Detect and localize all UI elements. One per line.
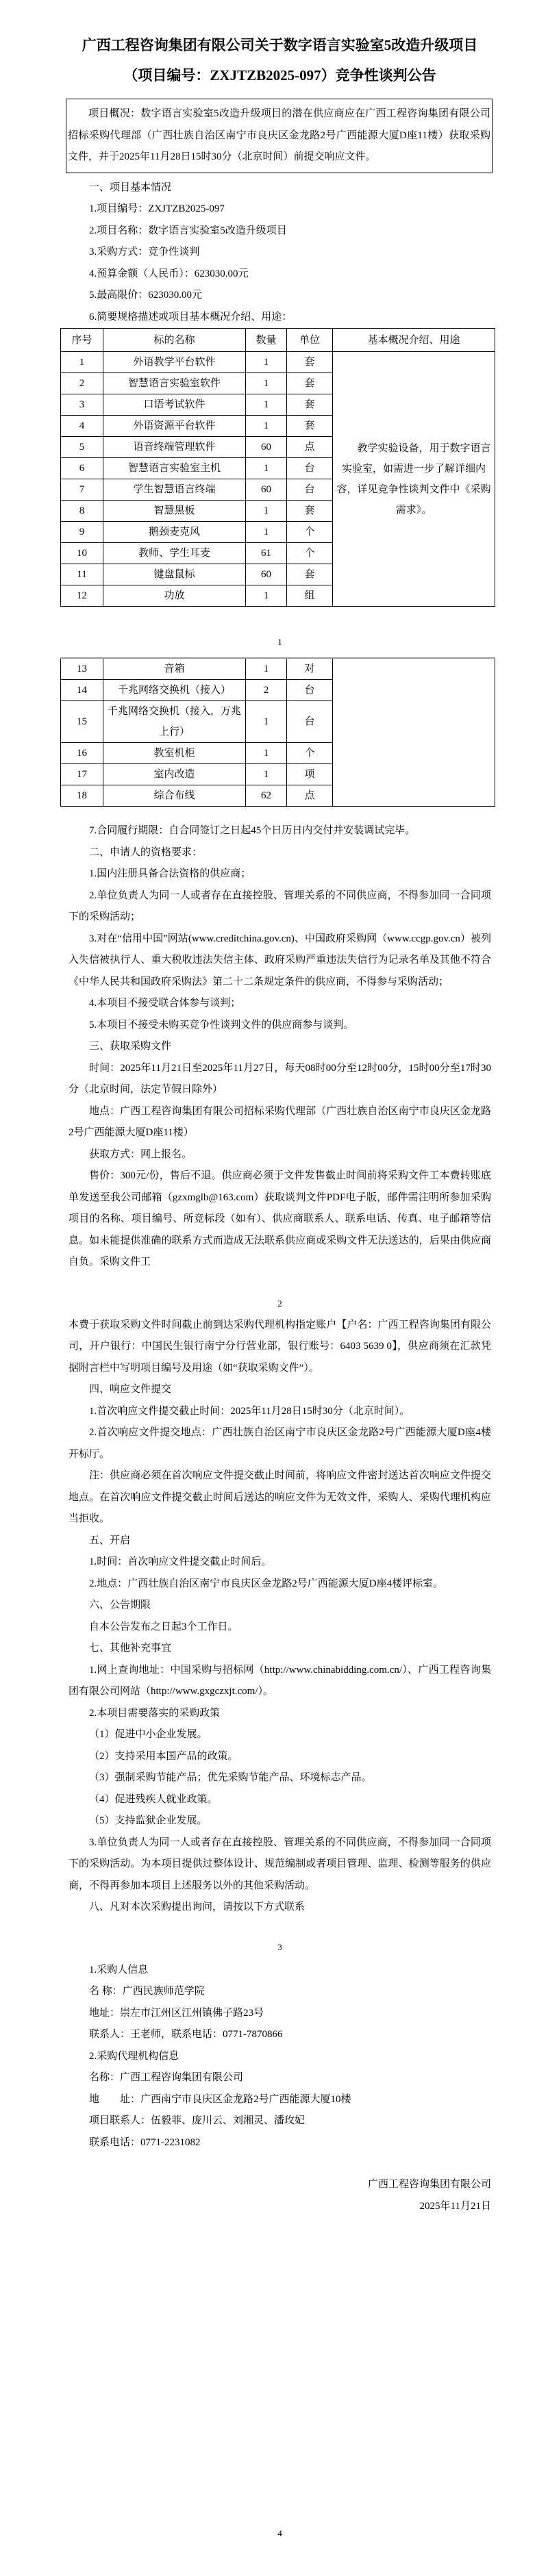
price-paragraph-continued: 本费于获取采购文件时间截止前到达采购代理机构指定账户【户名：广西工程咨询集团有限公司，开户银行：中国民生银行南宁分行营业部，银行账号：6403 5639 0】，供应商须在汇款凭据附言栏中写明项目编号及用途（如“获取采购文件”）。	[68, 1319, 491, 1374]
table-cell-qty: 1	[246, 701, 287, 743]
section-4-items	[68, 1401, 491, 1530]
table-cell-no: 8	[61, 501, 103, 522]
table-cell-unit: 点	[287, 785, 333, 807]
table-cell-no: 15	[61, 701, 103, 743]
table-cell-unit: 组	[287, 585, 333, 607]
page-number-2: 2	[277, 1298, 282, 1309]
paragraph: 自本公告发布之日起3个工作日。	[89, 1621, 238, 1632]
document-content	[68, 0, 491, 2538]
paragraph: 联系电话：0771-2231082	[89, 2136, 201, 2148]
table-cell-unit: 套	[287, 352, 333, 373]
table-cell-no: 5	[61, 437, 103, 458]
column-header: 单位	[287, 329, 333, 352]
paragraph: （4）促进残疾人就业政策。	[89, 1793, 218, 1805]
signature-block	[68, 2174, 491, 2217]
table-cell-name: 语音终端管理软件	[103, 437, 246, 458]
paragraph: 1.首次响应文件提交截止时间：2025年11月28日15时30分（北京时间）。	[89, 1405, 410, 1417]
table-cell-no: 4	[61, 416, 103, 437]
table-cell-name: 智慧语言实验室软件	[103, 373, 246, 394]
paragraph: 时间：2025年11月21日至2025年11月27日，每天08时00分至12时00分，15时00分至17时30分（北京时间，法定节假日除外）	[68, 1062, 491, 1095]
paragraph: 1.时间：首次响应文件提交截止时间后。	[89, 1556, 272, 1567]
table-cell-unit: 个	[287, 743, 333, 764]
table-cell-unit: 套	[287, 501, 333, 522]
paragraph: 售价：300元/份，售后不退。供应商必须于文件发售截止时间前将采购文件工本费转账底单发送至我公司邮箱（gzxmglb@163.com）获取谈判文件PDF电子版，邮件需注明所参加采购项目的名称、项目编号、所竞标段（如有）、供应商联系人、联系电话、传真、电子邮箱等信息。如未能提供准确的联系方式而造成无法联系供应商或采购文件无法送达的，后果由供应商自负。采购文件工	[68, 1170, 491, 1267]
table-cell-name: 千兆网络交换机（接入）	[103, 680, 246, 701]
paragraph: 5.本项目不接受未购买竞争性谈判文件的供应商参与谈判。	[89, 1019, 354, 1031]
table-cell-unit: 台	[287, 479, 333, 501]
column-header: 标的名称	[103, 329, 246, 352]
table-cell-no: 14	[61, 680, 103, 701]
table-cell-no: 17	[61, 764, 103, 785]
paragraph: 3.采购方式：竞争性谈判	[89, 247, 200, 257]
paragraph: （2）支持采用本国产品的政策。	[89, 1750, 238, 1762]
paragraph: 名称：广西工程咨询集团有限公司	[89, 2072, 244, 2083]
paragraph: 3.对在“信用中国”网站(www.creditchina.gov.cn)、中国政府采购网（www.ccgp.gov.cn）被列入失信被执行人、重大税收违法失信主体、政府采购严重违法失信行为记录名单及其他不符合《中华人民共和国政府采购法》第二十二条规定条件的供应商，不得参与采购活动；	[68, 933, 491, 987]
paragraph: 1.国内注册具备合法资格的供应商；	[89, 868, 251, 879]
section-heading-1: 一、项目基本情况	[89, 181, 172, 193]
table-note-cell	[333, 658, 495, 807]
paragraph: 联系人：王老师，联系电话：0771-7870866	[89, 2029, 283, 2040]
table-cell-name: 口语考试软件	[103, 394, 246, 416]
section-3-items	[68, 1058, 491, 1274]
table-cell-no: 9	[61, 522, 103, 543]
table-cell-no: 1	[61, 352, 103, 373]
paragraph: 2.地点：广西壮族自治区南宁市良庆区金龙路2号广西能源大厦D座4楼评标室。	[89, 1578, 444, 1589]
section-heading-7: 七、其他补充事宜	[89, 1643, 172, 1654]
table-cell-no: 10	[61, 543, 103, 564]
paragraph: 5.最高限价：623030.00元	[89, 290, 203, 301]
table-cell-no: 7	[61, 479, 103, 501]
paragraph: 1.采购人信息	[89, 1964, 149, 1975]
paragraph: 4.预算金额（人民币）：623030.00元	[89, 268, 249, 279]
paragraph: 4.本项目不接受联合体参与谈判；	[89, 998, 241, 1009]
paragraph: 地点：广西工程咨询集团有限公司招标采购代理部（广西壮族自治区南宁市良庆区金龙路2号广西能源大厦D座11楼）	[68, 1105, 491, 1138]
paragraph: （1）促进中小企业发展。	[89, 1729, 208, 1740]
paragraph: 地址：崇左市江州区江州镇佛子路23号	[89, 2007, 264, 2019]
table-cell-qty: 1	[246, 764, 287, 785]
table-cell-no: 2	[61, 373, 103, 394]
contract-period: 7.合同履行期限：自合同签订之日起45个日历日内交付并安装调试完毕。	[89, 825, 416, 836]
table-cell-unit: 套	[287, 416, 333, 437]
table-cell-name: 教师、学生耳麦	[103, 543, 246, 564]
section-heading-4: 四、响应文件提交	[89, 1384, 172, 1395]
table-cell-qty: 1	[246, 373, 287, 394]
table-cell-no: 18	[61, 785, 103, 807]
table-cell-unit: 套	[287, 394, 333, 416]
page-number-3: 3	[277, 1941, 282, 1952]
table-cell-name: 教室机柜	[103, 743, 246, 764]
section-6-items	[68, 1617, 491, 1639]
column-header: 基本概况介绍、用途	[333, 329, 495, 352]
table-cell-no: 11	[61, 564, 103, 585]
table-cell-no: 6	[61, 458, 103, 479]
table-cell-name: 综合布线	[103, 785, 246, 807]
paragraph: 6.简要规格描述或项目基本概况介绍、用途：	[89, 311, 292, 323]
column-header: 数量	[246, 329, 287, 352]
table-cell-qty: 1	[246, 585, 287, 607]
table-row	[61, 352, 495, 373]
table-cell-name: 智慧语言实验室主机	[103, 458, 246, 479]
signature-date: 2025年11月21日	[419, 2200, 491, 2212]
paragraph: 2.本项目需要落实的采购政策	[89, 1707, 221, 1719]
table-cell-unit: 台	[287, 680, 333, 701]
section-heading-3: 三、获取采购文件	[89, 1041, 172, 1052]
page-number-4: 4	[277, 2528, 282, 2538]
section-1-items	[68, 199, 491, 328]
signature-company: 广西工程咨询集团有限公司	[367, 2179, 491, 2190]
table-cell-unit: 台	[287, 458, 333, 479]
table-cell-no: 3	[61, 394, 103, 416]
paragraph: 1.网上查询地址：中国采购与招标网（http://www.chinabidding.com.cn/）、广西工程咨询集团有限公司网站（http://www.gxgczxjt.com/）。	[68, 1664, 491, 1697]
paragraph: 2.项目名称：数字语言实验室5改造升级项目	[89, 225, 287, 236]
document-title-line1: 广西工程咨询集团有限公司关于数字语言实验室5改造升级项目	[82, 37, 478, 53]
goods-table-page2	[60, 657, 495, 807]
table-cell-unit: 项	[287, 764, 333, 785]
contact-info-items	[68, 1960, 491, 2154]
table-cell-qty: 1	[246, 658, 287, 680]
table-cell-unit: 台	[287, 701, 333, 743]
table-cell-name: 鹅颈麦克风	[103, 522, 246, 543]
section-heading-2: 二、申请人的资格要求：	[89, 846, 203, 858]
table-cell-name: 功放	[103, 585, 246, 607]
project-overview-box	[66, 99, 493, 173]
table-cell-unit: 点	[287, 437, 333, 458]
project-overview-text: 项目概况：数字语言实验室5改造升级项目的潜在供应商应在广西工程咨询集团有限公司招标采购代理部（广西壮族自治区南宁市良庆区金龙路2号广西能源大厦D座11楼）获取采购文件，并于2025年11月28日15时30分（北京时间）前提交响应文件。	[68, 108, 490, 162]
table-cell-no: 16	[61, 743, 103, 764]
table-cell-no: 12	[61, 585, 103, 607]
paragraph: 名 称：广西民族师范学院	[89, 1986, 205, 1997]
paragraph: （3）强制采购节能产品；优先采购节能产品、环境标志产品。	[89, 1772, 372, 1783]
table-cell-qty: 2	[246, 680, 287, 701]
table-cell-qty: 1	[246, 501, 287, 522]
paragraph: 3.单位负责人为同一人或者存在直接控股、管理关系的不同供应商，不得参加同一合同项下的采购活动。为本项目提供过整体设计、规范编制或者项目管理、监理、检测等服务的供应商，不得再参加本项目上述服务以外的其他采购活动。	[68, 1836, 491, 1891]
table-cell-qty: 1	[246, 743, 287, 764]
document-title	[68, 0, 491, 90]
table-cell-name: 千兆网络交换机（接入，万兆上行）	[103, 701, 246, 743]
table-cell-qty: 1	[246, 394, 287, 416]
table-cell-qty: 1	[246, 352, 287, 373]
section-heading-5: 五、开启	[89, 1535, 131, 1546]
paragraph: 地 址：广西南宁市良庆区金龙路2号广西能源大厦10楼	[89, 2093, 351, 2105]
paragraph: 项目联系人：伍毅菲、庞川云、刘湘灵、潘玫妃	[89, 2115, 306, 2126]
table-cell-unit: 套	[287, 373, 333, 394]
column-header: 序号	[61, 329, 103, 352]
section-2-items	[68, 863, 491, 1036]
table-cell-unit: 套	[287, 564, 333, 585]
page-number-1: 1	[277, 637, 282, 647]
table-cell-name: 音箱	[103, 658, 246, 680]
table-note-cell: 教学实验设备，用于数字语言实验室，如需进一步了解详细内容，详见竞争性谈判文件中《采购需求》。	[333, 352, 495, 607]
goods-table-page1	[60, 328, 495, 607]
table-cell-qty: 61	[246, 543, 287, 564]
section-7-items	[68, 1660, 491, 1897]
table-cell-qty: 1	[246, 522, 287, 543]
table-cell-qty: 62	[246, 785, 287, 807]
table-cell-name: 智慧黑板	[103, 501, 246, 522]
document-title-line2: （项目编号：ZXJTZB2025-097）竞争性谈判公告	[123, 67, 436, 84]
table-cell-unit: 个	[287, 543, 333, 564]
section-heading-6: 六、公告期限	[89, 1600, 151, 1611]
table-cell-name: 键盘鼠标	[103, 564, 246, 585]
table-cell-name: 外语资源平台软件	[103, 416, 246, 437]
paragraph: 获取方式：网上报名。	[89, 1148, 192, 1160]
paragraph: 2.首次响应文件提交地点：广西壮族自治区南宁市良庆区金龙路2号广西能源大厦D座4楼开标厅。	[68, 1427, 491, 1460]
table-cell-name: 学生智慧语言终端	[103, 479, 246, 501]
table-cell-name: 外语教学平台软件	[103, 352, 246, 373]
paragraph: （5）支持监狱企业发展。	[89, 1815, 208, 1826]
table-cell-name: 室内改造	[103, 764, 246, 785]
paragraph: 2.采购代理机构信息	[89, 2050, 179, 2062]
table-cell-qty: 60	[246, 479, 287, 501]
section-5-items	[68, 1552, 491, 1595]
section-heading-8: 八、凡对本次采购提出询问，请按以下方式联系	[89, 1902, 306, 1912]
table-cell-unit: 个	[287, 522, 333, 543]
table-cell-qty: 1	[246, 458, 287, 479]
table-cell-unit: 对	[287, 658, 333, 680]
paragraph: 注：供应商必须在首次响应文件提交截止时间前，将响应文件密封送达首次响应文件提交地点。在首次响应文件提交截止时间后送达的响应文件为无效文件，采购人、采购代理机构应当拒收。	[68, 1470, 491, 1524]
table-cell-qty: 60	[246, 437, 287, 458]
table-cell-no: 13	[61, 658, 103, 680]
table-row	[61, 658, 495, 680]
table-cell-qty: 60	[246, 564, 287, 585]
goods-table-header	[61, 329, 495, 352]
paragraph: 1.项目编号：ZXJTZB2025-097	[89, 203, 225, 214]
table-cell-qty: 1	[246, 416, 287, 437]
paragraph: 2.单位负责人为同一人或者存在直接控股、管理关系的不同供应商，不得参加同一合同项下的采购活动；	[68, 889, 491, 922]
